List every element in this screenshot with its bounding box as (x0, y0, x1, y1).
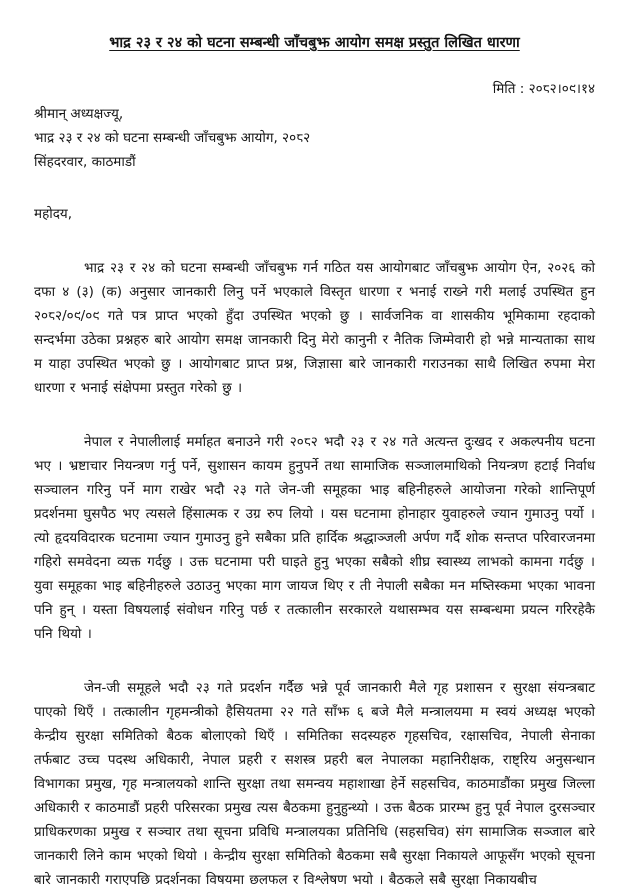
body-paragraph-2: नेपाल र नेपालीलाई मर्माहत बनाउने गरी २०८२ भदौ २३ र २४ गते अत्यन्त दुःखद र अकल्पनीय घटना भए । भ्रष्टाचार नियन्त्रण गर्नु पर्ने, सुशासन कायम हुनुपर्ने तथा सामाजिक सञ्जालमाथिको नियन्त्रण हटाई निर्वाध सञ्चालन गरिनु पर्ने माग राखेर भदौ २३ गते जेन-जी समूहका भाइ बहिनीहरुले आयोजना गरेको शान्तिपूर्ण प्रदर्शनमा घुसपैठ भए त्यसले हिंसात्मक र उग्र रुप लियो । यस घटनामा होनाहार युवाहरुले ज्यान गुमाउनु पर्यो । त्यो हृदयविदारक घटनामा ज्यान गुमाउनु हुने सबैका प्रति हार्दिक श्रद्धाञ्जली अर्पण गर्दै शोक सन्तप्त परिवारजनमा गहिरो समवेदना व्यक्त गर्दछु । उक्त घटनामा परी घाइते हुनु भएका सबैको शीघ्र स्वास्थ्य लाभको कामना गर्दछु । युवा समूहका भाइ बहिनीहरुले उठाउनु भएका माग जायज थिए र ती नेपाली सबैका मन मष्तिस्कमा भएका भावना पनि हुन् । यस्ता विषयलाई संवोधन गरिनु पर्छ र तत्कालीन सरकारले यथासम्भव यस सम्बन्धमा प्रयत्न गरिरहेकै पनि थियो । (34, 434, 595, 642)
body-paragraph-1: भाद्र २३ र २४ को घटना सम्बन्धी जाँचबुझ गर्न गठित यस आयोगबाट जाँचबुझ आयोग ऐन, २०२६ को दफा ४ (३) (क) अनुसार जानकारी लिनु पर्ने भएकाले विस्तृत धारणा र भनाई राख्ने गरी मलाई उपस्थित हुन २०८२/०९/०९ गते पत्र प्राप्त भएको हुँदा उपस्थित भएको छु । सार्वजनिक वा शासकीय भूमिकामा रहदाको सन्दर्भमा उठेका प्रश्नहरु बारे आयोग समक्ष जानकारी दिनु मेरो कानुनी र नैतिक जिम्मेवारी हो भन्ने मान्यताका साथ म याहा उपस्थित भएको छु । आयोगबाट प्राप्त प्रश्न, जिज्ञासा बारे जानकारी गराउनका साथै लिखित रुपमा मेरा धारणा र भनाई संक्षेपमा प्रस्तुत गरेको छु । (34, 260, 595, 396)
date-line: मिति : २०८२।०९।१४ (492, 81, 595, 97)
recipient-name-line: श्रीमान् अध्यक्षज्यू, (34, 106, 124, 122)
body-paragraph-3: जेन-जी समूहले भदौ २३ गते प्रदर्शन गर्दैछ भन्ने पूर्व जानकारी मैले गृह प्रशासन र सुरक्षा संयन्त्रबाट पाएको थिएँ । तत्कालीन गृहमन्त्रीको हैसियतमा २२ गते साँझ ६ बजे मैले मन्त्रालयमा म स्वयं अध्यक्ष भएको केन्द्रीय सुरक्षा समितिको बैठक बोलाएको थिएँ । समितिका सदस्यहरु गृहसचिव, रक्षासचिव, नेपाली सेनाका तर्फबाट उच्च पदस्थ अधिकारी, नेपाल प्रहरी र सशस्त्र प्रहरी बल नेपालका महानिरीक्षक, राष्ट्रिय अनुसन्धान विभागका प्रमुख, गृह मन्त्रालयको शान्ति सुरक्षा तथा समन्वय महाशाखा हेर्ने सहसचिव, काठमाडौंका प्रमुख जिल्ला अधिकारी र काठमाडौं प्रहरी परिसरका प्रमुख त्यस बैठकमा हुनुहुन्थ्यो । उक्त बैठक प्रारम्भ हुनु पूर्व नेपाल दुरसञ्चार प्राधिकरणका प्रमुख र सञ्चार तथा सूचना प्रविधि मन्त्रालयका प्रतिनिधि (सहसचिव) संग सामाजिक सञ्जाल बारे जानकारी लिने काम भएको थियो । केन्द्रीय सुरक्षा समितिको बैठकमा सबै सुरक्षा निकायले आफूसँग भएको सूचना बारे जानकारी गराएपछि प्रदर्शनका विषयमा छलफल र विश्लेषण भयो । बैठकले सबै सुरक्षा निकायबीच (34, 680, 595, 888)
salutation: महोदय, (34, 206, 73, 222)
recipient-block (34, 102, 595, 174)
recipient-address-line: सिंहदरवार, काठमाडौं (34, 154, 136, 170)
recipient-org-line: भाद्र २३ र २४ को घटना सम्बन्धी जाँचबुझ आयोग, २०८२ (34, 130, 311, 146)
document-title: भाद्र २३ र २४ को घटना सम्बन्धी जाँचबुझ आयोग समक्ष प्रस्तुत लिखित धारणा (109, 35, 520, 51)
